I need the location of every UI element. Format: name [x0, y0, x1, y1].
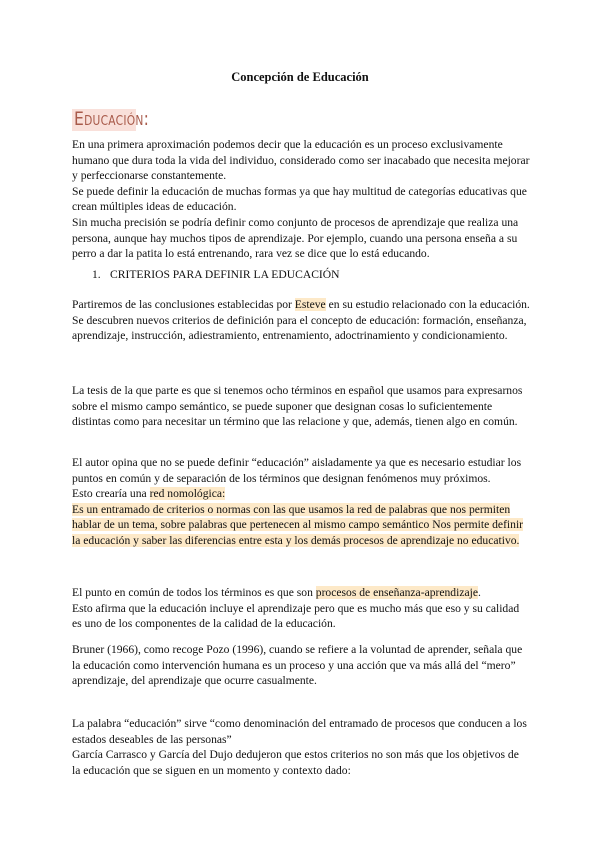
palabra-block: [72, 716, 530, 778]
section-heading: Educación:: [74, 108, 150, 130]
paragraph: [72, 297, 530, 313]
paragraph: [72, 486, 530, 502]
text-span: El punto en común de todos los términos es que son: [72, 586, 316, 599]
comun-block: [72, 585, 530, 632]
text-span: en su estudio relacionado con la educación.: [325, 298, 530, 311]
paragraph: [72, 585, 530, 601]
list-item: [92, 268, 340, 281]
list-label: CRITERIOS PARA DEFINIR LA EDUCACIÓN: [110, 268, 340, 281]
highlight-esteve: Esteve: [294, 298, 326, 311]
text-span: .: [478, 586, 481, 599]
paragraph: En una primera aproximación podemos decir que la educación es un proceso exclusivamente humano que dura toda la vida del individuo, considerado como ser inacabado que necesita mejorar y perfeccionarse constantemente.: [72, 138, 530, 183]
paragraph: Sin mucha precisión se podría definir como conjunto de procesos de aprendizaje que realiza una persona, aunque hay muchos tipos de aprendizaje. Por ejemplo, cuando una persona enseña a su perro a dar la patita lo está entrenando, rara vez se dice que lo está educando.: [72, 215, 519, 261]
paragraph: El autor opina que no se puede definir “educación” aisladamente ya que es necesario estudiar los puntos en común y de separación de los términos que designan fenómenos muy próximos.: [72, 456, 522, 485]
paragraph: La tesis de la que parte es que si tenemos ocho términos en español que usamos para expresarnos sobre el mismo campo semántico, se puede suponer que designan cosas lo suficientemente distintas como para necesitar un término que las relacione y que, además, tienen algo en común.: [72, 384, 523, 429]
paragraph: Se descubren nuevos criterios de definición para el concepto de educación: formación, enseñanza, aprendizaje, instrucción, adiestramiento, entrenamiento, adoctrinamiento y condicionamiento.: [72, 313, 527, 343]
paragraph: La palabra “educación” sirve “como denominación del entramado de procesos que conducen a los estados deseables de las personas”: [72, 717, 527, 746]
tesis-block: [72, 383, 530, 430]
intro-block: [72, 137, 530, 262]
text-span: Esto crearía una: [72, 487, 150, 501]
paragraph: [72, 502, 530, 549]
esteve-block: [72, 297, 530, 344]
paragraph: Bruner (1966), como recoge Pozo (1996), cuando se refiere a la voluntad de aprender, señala que la educación como intervención humana es un proceso y una acción que va más allá del “mero” aprendizaje, del aprendizaje que ocurre casualmente.: [72, 643, 523, 688]
highlight-procesos: procesos de enseñanza-aprendizaje: [315, 586, 478, 599]
highlight-red-nomologica: red nomológica:: [149, 487, 226, 501]
paragraph: Se puede definir la educación de muchas formas ya que hay multitud de categorías educativas que crean múltiples ideas de educación.: [72, 184, 527, 214]
bruner-block: [72, 642, 530, 689]
autor-block: [72, 455, 530, 549]
paragraph: García Carrasco y García del Dujo dedujeron que estos criterios no son más que los objetivos de la educación que se siguen en un momento y contexto dado:: [72, 748, 519, 777]
paragraph: Esto afirma que la educación incluye el aprendizaje pero que es mucho más que eso y su calidad es uno de los componentes de la calidad de la educación.: [72, 601, 520, 631]
highlight-definition: Es un entramado de criterios o normas con las que usamos la red de palabras que nos permiten hablar de un tema, sobre palabras que pertenecen al mismo campo semántico Nos permite definir la educación y saber las diferencias entre esta y los demás procesos de aprendizaje no educativo.: [72, 502, 524, 547]
text-span: Partiremos de las conclusiones establecidas por: [72, 298, 295, 311]
page-title: Concepción de Educación: [231, 70, 369, 84]
list-number: 1.: [92, 268, 101, 281]
